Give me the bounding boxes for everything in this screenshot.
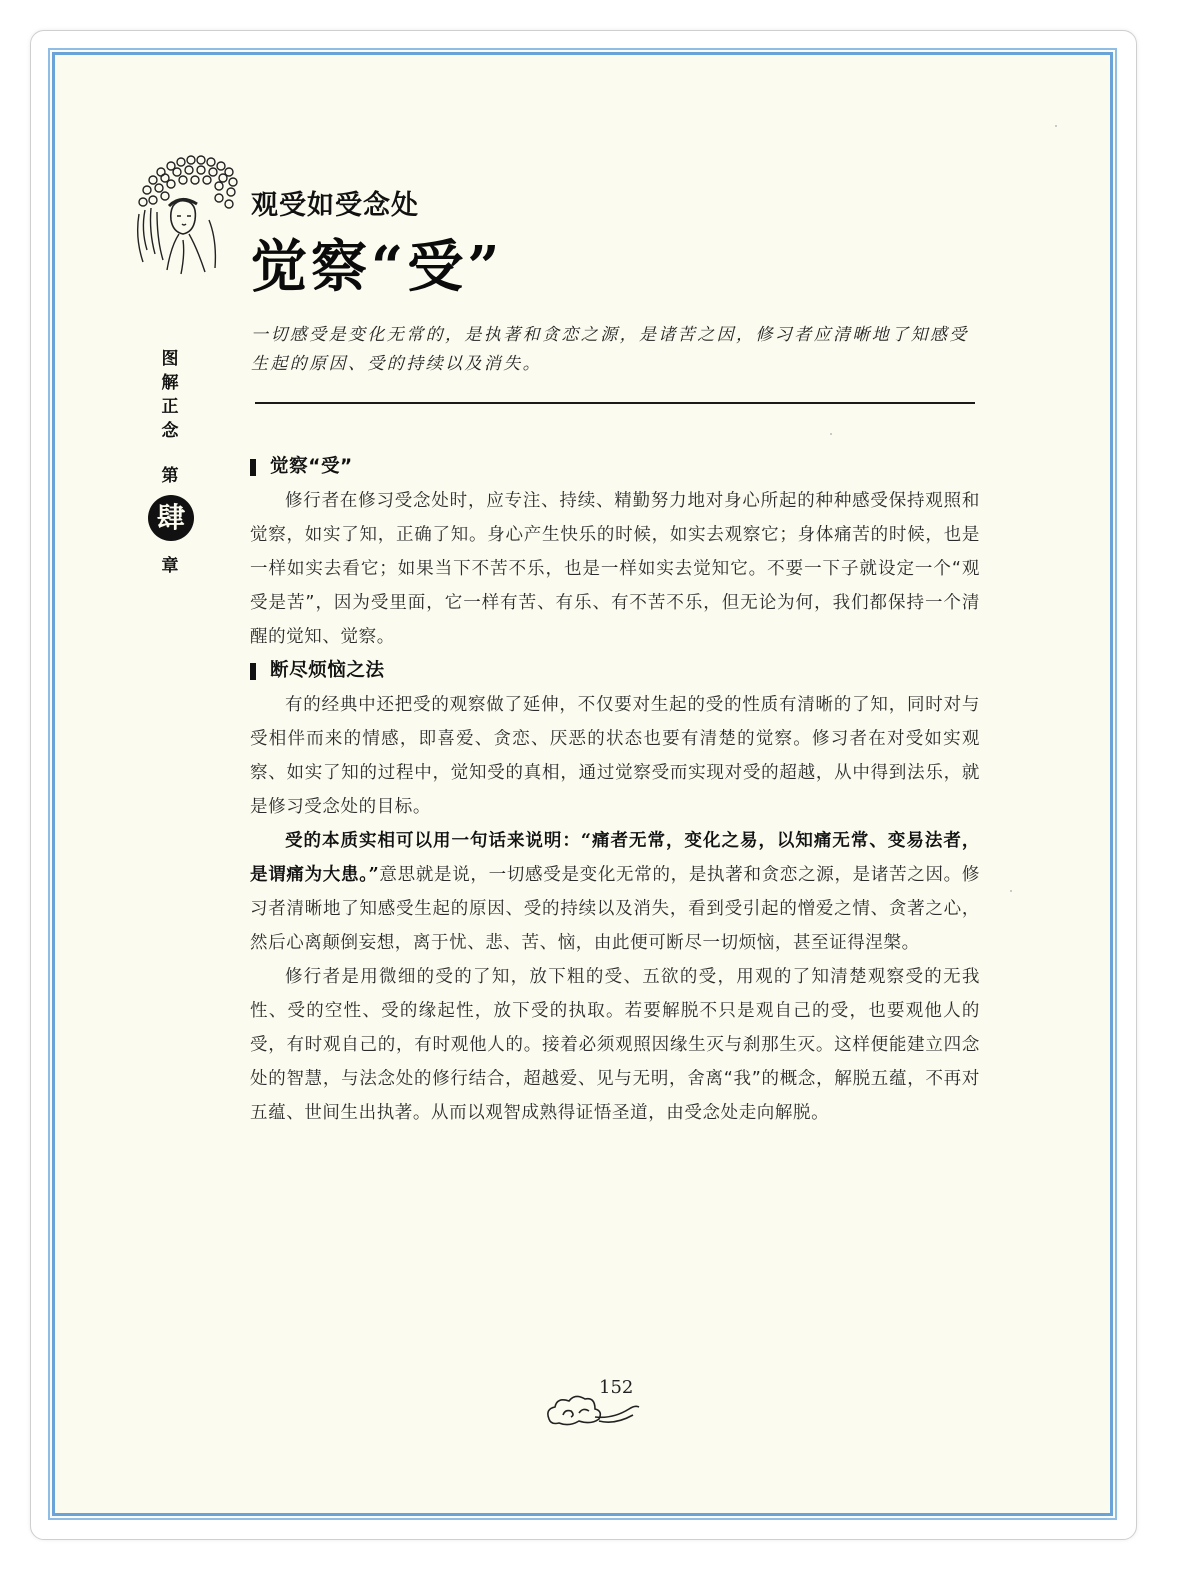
chapter-number-badge: 肆 — [148, 495, 194, 541]
book-title-vertical — [155, 347, 185, 443]
paragraph: 有的经典中还把受的观察做了延伸，不仅要对生起的受的性质有清晰的了知，同时对与受相伴而来的情感，即喜爱、贪恋、厌恶的状态也要有清楚的觉察。修习者在对受如实观察、如实了知的过程中，觉知受的真相，通过觉察受而实现对受的超越，从中得到法乐，就是修习受念处的目标。 — [250, 695, 980, 817]
section-heading — [250, 450, 980, 484]
paper-speck — [830, 433, 832, 435]
paragraph: 修行者是用微细的受的了知，放下粗的受、五欲的受，用观的了知清楚观察受的无我性、受的空性、受的缘起性，放下受的执取。若要解脱不只是观自己的受，也要观他人的受，有时观自己的，有时观他人的。接着必须观照因缘生灭与刹那生灭。这样便能建立四念处的智慧，与法念处的修行结合，超越爱、见与无明，舍离“我”的概念，解脱五蕴，不再对五蕴、世间生出执著。从而以观智成熟得证悟圣道，由受念处走向解脱。 — [250, 967, 980, 1123]
page-number: 152 — [599, 1377, 634, 1398]
book-char: 念 — [161, 421, 179, 441]
intro-summary: 一切感受是变化无常的，是执著和贪恋之源，是诸苦之因，修习者应清晰地了知感受生起的原因、受的持续以及消失。 — [251, 325, 969, 374]
quote-rest-text: 意思就是说，一切感受是变化无常的，是执著和贪恋之源，是诸苦之因。修习者清晰地了知感受生起的原因、受的持续以及消失，看到受引起的憎爱之情、贪著之心，然后心离颠倒妄想，离于忧、悲、苦、恼，由此便可断尽一切烦恼，甚至证得涅槃。 — [250, 865, 980, 953]
book-page — [52, 52, 1113, 1516]
quote-paragraph — [250, 824, 980, 960]
book-char: 解 — [161, 373, 179, 393]
chapter-suffix: 章 — [161, 556, 179, 576]
section-heading-text: 觉察“受” — [270, 456, 353, 477]
body-text — [250, 450, 980, 1130]
divider-rule — [255, 402, 975, 404]
page-title: 觉察“受” — [251, 234, 504, 300]
book-char: 图 — [161, 349, 179, 369]
paper-speck — [1055, 125, 1057, 127]
heading-bar-icon — [250, 459, 256, 476]
paragraph: 修行者在修习受念处时，应专注、持续、精勤努力地对身心所起的种种感受保持观照和觉察，如实了知，正确了知。身心产生快乐的时候，如实去观察它；身体痛苦的时候，也是一样如实去看它；如果当下不苦不乐，也是一样如实去觉知它。不要一下子就设定一个“观受是苦”，因为受里面，它一样有苦、有乐、有不苦不乐，但无论为何，我们都保持一个清醒的觉知、觉察。 — [250, 491, 980, 647]
book-char: 正 — [161, 397, 179, 417]
buddha-illustration-icon — [123, 150, 241, 280]
chapter-prefix: 第 — [161, 466, 179, 486]
quote-bold-text: 受的本质实相可以用一句话来说明：“痛者无常，变化之易，以知痛无常、变易法者，是谓痛为大患。” — [250, 831, 980, 885]
section-heading — [250, 654, 980, 688]
paper-speck — [1010, 890, 1012, 892]
page-subtitle: 观受如受念处 — [251, 190, 419, 221]
heading-bar-icon — [250, 663, 256, 680]
section-heading-text: 断尽烦恼之法 — [270, 660, 385, 681]
